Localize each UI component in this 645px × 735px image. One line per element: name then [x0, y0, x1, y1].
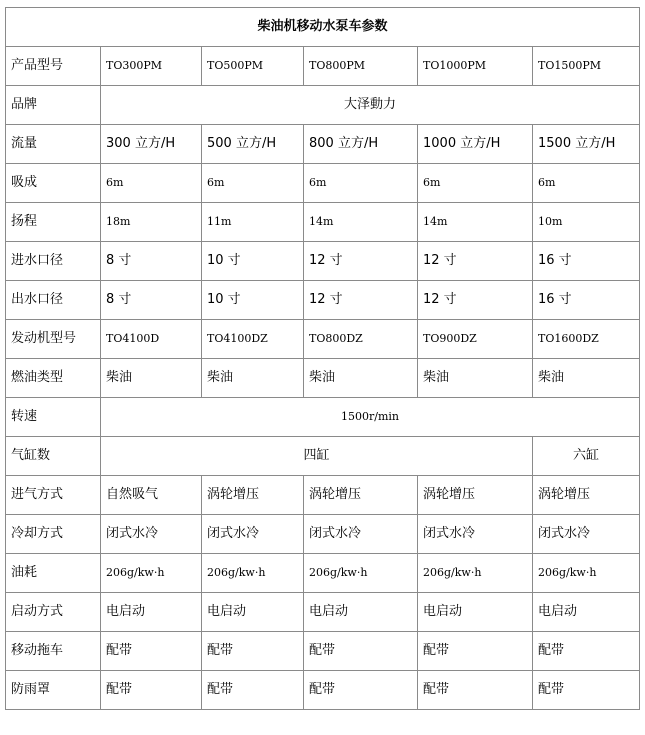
- cell: 涡轮增压: [202, 476, 304, 515]
- cell: 12 寸: [304, 281, 418, 320]
- cell: 12 寸: [418, 281, 533, 320]
- table-title: 柴油机移动水泵车参数: [6, 8, 640, 47]
- cell: 16 寸: [533, 281, 640, 320]
- row-outlet: [6, 281, 640, 320]
- cell: 206g/kw·h: [202, 554, 304, 593]
- cell: 800 立方/H: [304, 125, 418, 164]
- cell: TO4100DZ: [202, 320, 304, 359]
- row-engine: [6, 320, 640, 359]
- cell: 涡轮增压: [418, 476, 533, 515]
- cell: 闭式水冷: [101, 515, 202, 554]
- cell: 1000 立方/H: [418, 125, 533, 164]
- row-label: 进气方式: [6, 476, 101, 515]
- row-label: 产品型号: [6, 47, 101, 86]
- cell: TO800DZ: [304, 320, 418, 359]
- spec-table: [5, 7, 640, 710]
- row-consumption: [6, 554, 640, 593]
- four-cylinder-cell: 四缸: [101, 437, 533, 476]
- cell: 配带: [304, 671, 418, 710]
- cell: 闭式水冷: [418, 515, 533, 554]
- cell: 14m: [418, 203, 533, 242]
- row-label: 油耗: [6, 554, 101, 593]
- row-intake: [6, 476, 640, 515]
- row-label: 气缸数: [6, 437, 101, 476]
- cell: 6m: [533, 164, 640, 203]
- cell: 11m: [202, 203, 304, 242]
- row-cylinders: [6, 437, 640, 476]
- row-flow: [6, 125, 640, 164]
- row-label: 进水口径: [6, 242, 101, 281]
- cell: 12 寸: [418, 242, 533, 281]
- row-label: 燃油类型: [6, 359, 101, 398]
- cell: TO800PM: [304, 47, 418, 86]
- cell: 10 寸: [202, 281, 304, 320]
- row-suction: [6, 164, 640, 203]
- brand-cell: 大泽動力: [101, 86, 640, 125]
- row-label: 发动机型号: [6, 320, 101, 359]
- title-row: [6, 8, 640, 47]
- cell: 配带: [304, 632, 418, 671]
- row-speed: [6, 398, 640, 437]
- cell: 配带: [101, 632, 202, 671]
- cell: 配带: [418, 671, 533, 710]
- cell: TO1600DZ: [533, 320, 640, 359]
- cell: 配带: [101, 671, 202, 710]
- cell: 闭式水冷: [533, 515, 640, 554]
- cell: 8 寸: [101, 242, 202, 281]
- cell: 10 寸: [202, 242, 304, 281]
- row-head: [6, 203, 640, 242]
- cell: 配带: [202, 671, 304, 710]
- cell: 206g/kw·h: [418, 554, 533, 593]
- cell: 206g/kw·h: [101, 554, 202, 593]
- cell: 电启动: [533, 593, 640, 632]
- cell: 500 立方/H: [202, 125, 304, 164]
- cell: 6m: [418, 164, 533, 203]
- row-label: 冷却方式: [6, 515, 101, 554]
- cell: 6m: [202, 164, 304, 203]
- cell: TO1000PM: [418, 47, 533, 86]
- row-label: 出水口径: [6, 281, 101, 320]
- cell: 6m: [101, 164, 202, 203]
- cell: 柴油: [101, 359, 202, 398]
- row-label: 防雨罩: [6, 671, 101, 710]
- row-label: 吸成: [6, 164, 101, 203]
- row-label: 启动方式: [6, 593, 101, 632]
- cell: 配带: [418, 632, 533, 671]
- row-model: [6, 47, 640, 86]
- six-cylinder-cell: 六缸: [533, 437, 640, 476]
- row-cooling: [6, 515, 640, 554]
- row-trailer: [6, 632, 640, 671]
- cell: 206g/kw·h: [533, 554, 640, 593]
- row-raincover: [6, 671, 640, 710]
- cell: 16 寸: [533, 242, 640, 281]
- cell: TO900DZ: [418, 320, 533, 359]
- cell: 206g/kw·h: [304, 554, 418, 593]
- cell: 涡轮增压: [533, 476, 640, 515]
- cell: 8 寸: [101, 281, 202, 320]
- cell: 柴油: [304, 359, 418, 398]
- cell: 自然吸气: [101, 476, 202, 515]
- cell: 配带: [533, 671, 640, 710]
- cell: 10m: [533, 203, 640, 242]
- cell: TO500PM: [202, 47, 304, 86]
- speed-cell: 1500r/min: [101, 398, 640, 437]
- cell: 14m: [304, 203, 418, 242]
- cell: 电启动: [101, 593, 202, 632]
- cell: 电启动: [418, 593, 533, 632]
- cell: TO1500PM: [533, 47, 640, 86]
- row-fuel: [6, 359, 640, 398]
- cell: 闭式水冷: [202, 515, 304, 554]
- cell: 6m: [304, 164, 418, 203]
- cell: 1500 立方/H: [533, 125, 640, 164]
- cell: 电启动: [202, 593, 304, 632]
- row-label: 转速: [6, 398, 101, 437]
- row-brand: [6, 86, 640, 125]
- cell: 18m: [101, 203, 202, 242]
- row-inlet: [6, 242, 640, 281]
- row-label: 扬程: [6, 203, 101, 242]
- cell: 柴油: [202, 359, 304, 398]
- cell: 柴油: [533, 359, 640, 398]
- row-label: 移动拖车: [6, 632, 101, 671]
- cell: 300 立方/H: [101, 125, 202, 164]
- cell: 配带: [202, 632, 304, 671]
- row-label: 流量: [6, 125, 101, 164]
- cell: TO4100D: [101, 320, 202, 359]
- cell: TO300PM: [101, 47, 202, 86]
- cell: 闭式水冷: [304, 515, 418, 554]
- cell: 12 寸: [304, 242, 418, 281]
- cell: 配带: [533, 632, 640, 671]
- row-start: [6, 593, 640, 632]
- cell: 涡轮增压: [304, 476, 418, 515]
- cell: 柴油: [418, 359, 533, 398]
- row-label: 品牌: [6, 86, 101, 125]
- cell: 电启动: [304, 593, 418, 632]
